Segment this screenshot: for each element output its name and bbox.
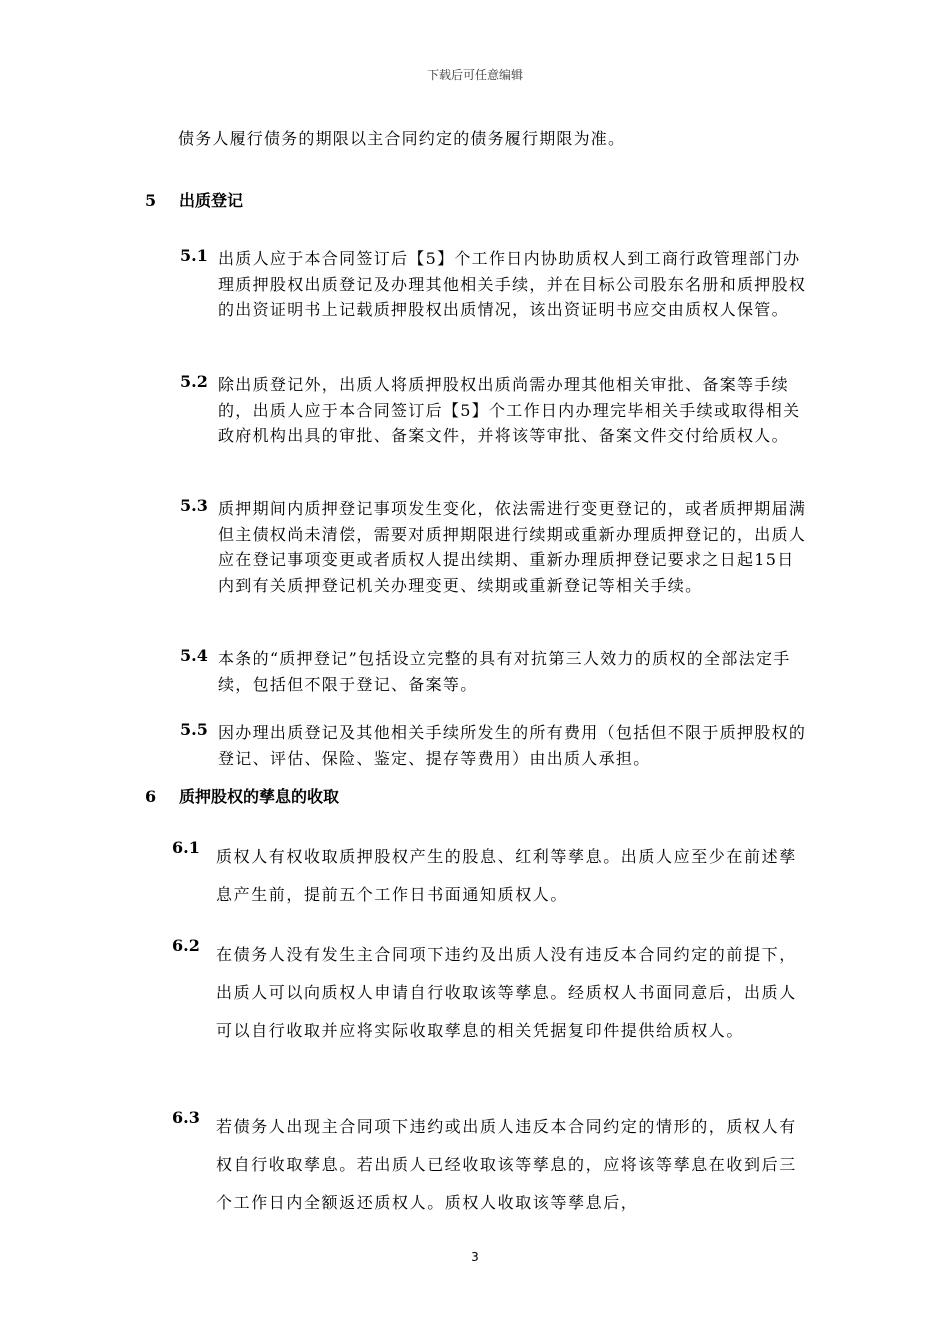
clause-text: 在债务人没有发生主合同项下违约及出质人没有违反本合同约定的前提下，出质人可以向质权人申请自行收取该等孳息。经质权人书面同意后，出质人可以自行收取并应将实际收取孳息的相关凭据复印件提供给质权人。 (216, 945, 797, 1040)
clause-6-3 (172, 1108, 812, 1222)
clause-text: 出质人应于本合同签订后【5】个工作日内协助质权人到工商行政管理部门办理质押股权出质登记及办理其他相关手续，并在目标公司股东名册和质押股权的出资证明书上记载质押股权出质情况，该出资证明书应交由质权人保管。 (218, 249, 807, 319)
clause-6-2 (172, 936, 812, 1050)
clause-5-4 (180, 646, 810, 697)
clause-number: 5.3 (180, 496, 208, 515)
clause-6-1 (172, 838, 812, 914)
clause-text: 除出质登记外，出质人将质押股权出质尚需办理其他相关审批、备案等手续的，出质人应于本合同签订后【5】个工作日内办理完毕相关手续或取得相关政府机构出具的审批、备案文件，并将该等审批、备案文件交付给质权人。 (218, 375, 801, 445)
intro-paragraph: 债务人履行债务的期限以主合同约定的债务履行期限为准。 (178, 129, 626, 148)
clause-text: 若债务人出现主合同项下违约或出质人违反本合同约定的情形的，质权人有权自行收取孳息。若出质人已经收取该等孳息的，应将该等孳息在收到后三个工作日内全额返还质权人。质权人收取该等孳息后， (216, 1117, 797, 1212)
page-number: 3 (471, 1250, 479, 1264)
clause-number: 5.2 (180, 372, 208, 391)
section-title: 出质登记 (179, 191, 244, 210)
clause-number: 6.2 (172, 936, 200, 955)
clause-5-3 (180, 496, 810, 598)
section-5-heading (145, 188, 243, 211)
clause-5-1 (180, 246, 810, 323)
clause-5-2 (180, 372, 810, 449)
clause-text: 质押期间内质押登记事项发生变化，依法需进行变更登记的，或者质押期届满但主债权尚未清偿，需要对质押期限进行续期或重新办理质押登记的，出质人应在登记事项变更或者质权人提出续期、重新办理质押登记要求之日起15日内到有关质押登记机关办理变更、续期或重新登记等相关手续。 (218, 499, 807, 595)
clause-number: 5.4 (180, 646, 208, 665)
section-number: 6 (145, 787, 157, 806)
clause-number: 6.1 (172, 838, 200, 857)
clause-text: 质权人有权收取质押股权产生的股息、红利等孳息。出质人应至少在前述孳息产生前，提前五个工作日书面通知质权人。 (216, 847, 797, 904)
page-header: 下载后可任意编辑 (426, 68, 523, 82)
clause-text: 本条的“质押登记”包括设立完整的具有对抗第三人效力的质权的全部法定手续，包括但不限于登记、备案等。 (218, 649, 791, 694)
section-title: 质押股权的孳息的收取 (179, 787, 340, 806)
clause-number: 5.5 (180, 720, 208, 739)
section-number: 5 (145, 191, 157, 210)
section-6-heading (145, 784, 339, 807)
clause-number: 5.1 (180, 246, 208, 265)
clause-text: 因办理出质登记及其他相关手续所发生的所有费用（包括但不限于质押股权的登记、评估、保险、鉴定、提存等费用）由出质人承担。 (218, 723, 807, 768)
clause-number: 6.3 (172, 1108, 200, 1127)
clause-5-5 (180, 720, 810, 771)
